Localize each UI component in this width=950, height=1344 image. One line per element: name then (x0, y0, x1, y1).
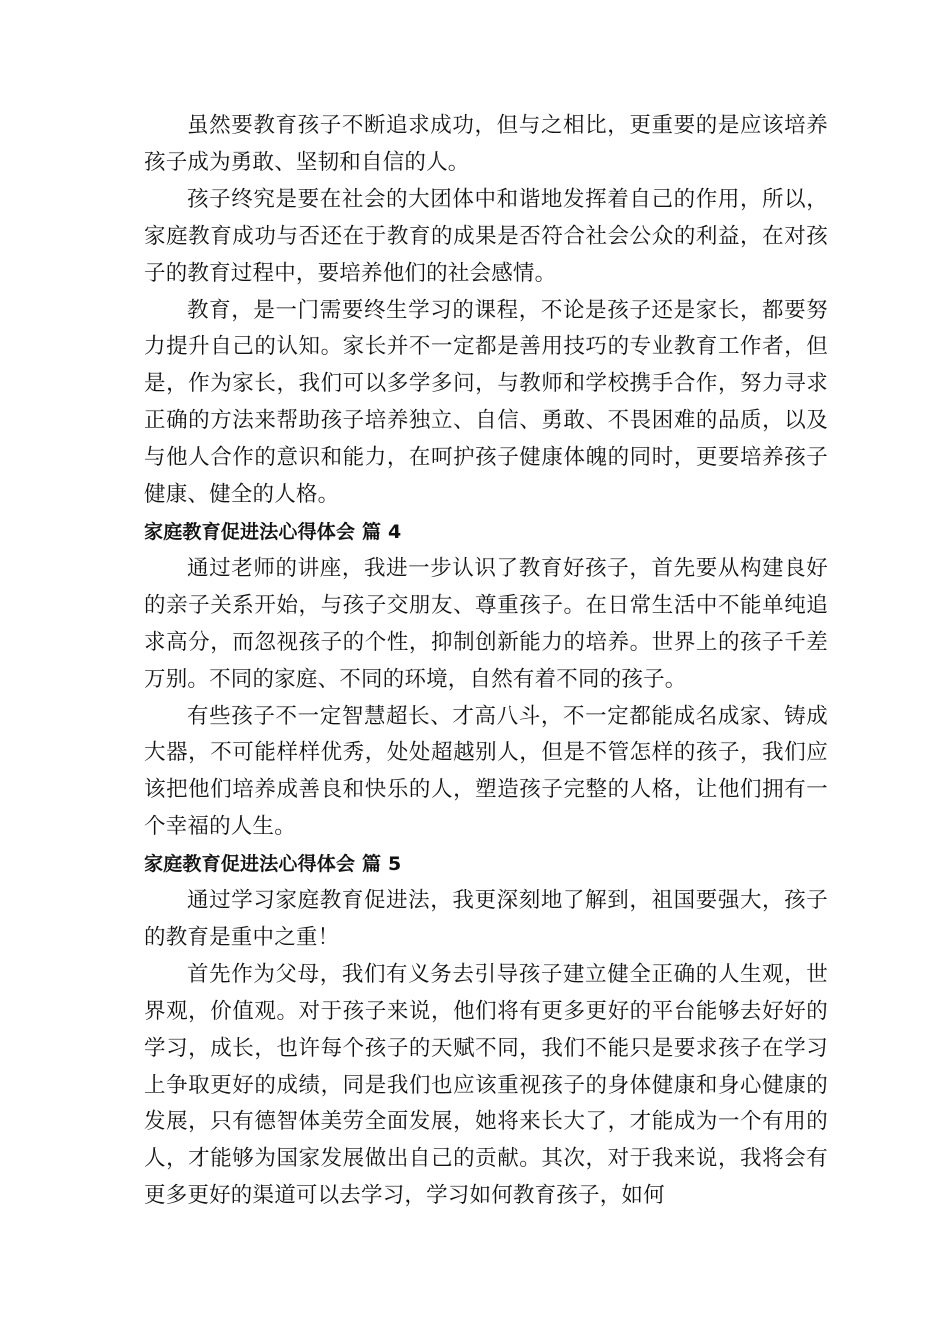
section-heading-5: 家庭教育促进法心得体会 篇 5 (144, 853, 402, 876)
paragraph-lifelong-learning: 教育，是一门需要终生学习的课程，不论是孩子还是家长，都要努力提升自己的认知。家长并不一定都是善用技巧的专业教育工作者，但是，作为家长，我们可以多学多问，与教师和学校携手合作，努力寻求正确的方法来帮助孩子培养独立、自信、勇敢、不畏困难的品质，以及与他人合作的意识和能力，在呵护孩子健康体魄的同时，更要培养孩子健康、健全的人格。 (144, 297, 828, 508)
paragraph-courage: 虽然要教育孩子不断追求成功，但与之相比，更重要的是应该培养孩子成为勇敢、坚韧和自信的人。 (144, 113, 828, 175)
section-heading-4: 家庭教育促进法心得体会 篇 4 (144, 520, 402, 543)
paragraph-every-child: 有些孩子不一定智慧超长、才高八斗，不一定都能成名成家、铸成大器，不可能样样优秀，处处超越别人，但是不管怎样的孩子，我们应该把他们培养成善良和快乐的人，塑造孩子完整的人格，让他们拥有一个幸福的人生。 (144, 703, 828, 840)
paragraph-parents-duty: 首先作为父母，我们有义务去引导孩子建立健全正确的人生观，世界观，价值观。对于孩子来说，他们将有更多更好的平台能够去好好的学习，成长，也许每个孩子的天赋不同，我们不能只是要求孩子在学习上争取更好的成绩，同是我们也应该重视孩子的身体健康和身心健康的发展，只有德智体美劳全面发展，她将来长大了，才能成为一个有用的人，才能够为国家发展做出自己的贡献。其次，对于我来说，我将会有更多更好的渠道可以去学习，学习如何教育孩子，如何 (144, 961, 828, 1209)
paragraph-lecture: 通过老师的讲座，我进一步认识了教育好孩子，首先要从构建良好的亲子关系开始，与孩子交朋友、尊重孩子。在日常生活中不能单纯追求高分，而忽视孩子的个性，抑制创新能力的培养。世界上的孩子千差万别。不同的家庭、不同的环境，自然有着不同的孩子。 (144, 555, 828, 692)
document-page (144, 108, 828, 1215)
paragraph-social-role: 孩子终究是要在社会的大团体中和谐地发挥着自己的作用，所以，家庭教育成功与否还在于教育的成果是否符合社会公众的利益，在对孩子的教育过程中，要培养他们的社会感情。 (144, 186, 828, 286)
paragraph-law-study: 通过学习家庭教育促进法，我更深刻地了解到，祖国要强大，孩子的教育是重中之重！ (144, 888, 828, 950)
